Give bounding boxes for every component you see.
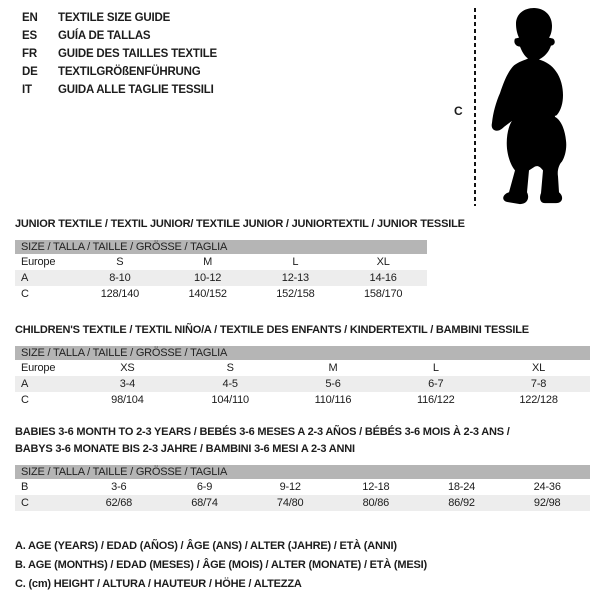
table-cell: 152/158	[276, 288, 315, 300]
table-row	[15, 495, 590, 511]
table-title: BABYS 3-6 MONATE BIS 2-3 JAHRE / BAMBINI 3-6 MESI A 2-3 ANNI	[15, 443, 355, 455]
row-label: C	[21, 497, 29, 509]
size-header-band: SIZE / TALLA / TAILLE / GRÖSSE / TAGLIA	[15, 346, 590, 360]
table-cell: 3-6	[111, 481, 127, 493]
footnotes	[15, 537, 427, 594]
table-cell: 10-12	[194, 272, 222, 284]
table-cell: 98/104	[111, 394, 144, 406]
table-row	[15, 360, 590, 376]
table-cell: 122/128	[519, 394, 558, 406]
table-row	[15, 376, 590, 392]
table-cell: XL	[376, 256, 390, 268]
table-cell: 74/80	[276, 497, 304, 509]
row-label: A	[21, 378, 29, 390]
size-header-band: SIZE / TALLA / TAILLE / GRÖSSE / TAGLIA	[15, 465, 590, 479]
language-code: DE	[22, 66, 38, 78]
row-label: C	[21, 394, 29, 406]
table-cell: 18-24	[447, 481, 476, 493]
footnote: A. AGE (YEARS) / EDAD (AÑOS) / ÂGE (ANS) / ALTER (JAHRE) / ETÀ (ANNI)	[15, 540, 397, 552]
table-cell: 110/116	[314, 394, 352, 406]
language-guide-list	[22, 9, 217, 99]
language-title: GUIDE DES TAILLES TEXTILE	[58, 48, 217, 60]
row-label: A	[21, 272, 29, 284]
size-header-band: SIZE / TALLA / TAILLE / GRÖSSE / TAGLIA	[15, 240, 427, 254]
table-row	[15, 392, 590, 408]
table-cell: 4-5	[222, 378, 238, 390]
table-title: BABIES 3-6 MONTH TO 2-3 YEARS / BEBÉS 3-6 MESES A 2-3 AÑOS / BÉBÉS 3-6 MOIS À 2-3 ANS /	[15, 426, 510, 438]
row-label: C	[21, 288, 29, 300]
table-title: CHILDREN'S TEXTILE / TEXTIL NIÑO/A / TEXTILE DES ENFANTS / KINDERTEXTIL / BAMBINI TESSILE	[15, 324, 529, 336]
language-code: ES	[22, 30, 37, 42]
table-cell: 3-4	[119, 378, 136, 390]
language-code: FR	[22, 48, 37, 60]
row-label: Europe	[21, 362, 56, 374]
table-cell: 14-16	[369, 272, 397, 284]
language-row	[22, 27, 217, 45]
table-title: JUNIOR TEXTILE / TEXTIL JUNIOR/ TEXTILE JUNIOR / JUNIORTEXTIL / JUNIOR TESSILE	[15, 218, 465, 230]
table-cell: 92/98	[533, 497, 561, 509]
table-row	[15, 270, 427, 286]
table-cell: XS	[120, 362, 135, 374]
language-row	[22, 81, 217, 99]
table-cell: 5-6	[325, 378, 341, 390]
table-cell: 9-12	[279, 481, 301, 493]
footnote: B. AGE (MONTHS) / EDAD (MESES) / ÂGE (MOIS) / ALTER (MONATE) / ETÀ (MESI)	[15, 559, 427, 571]
table-row	[15, 286, 427, 302]
language-title: GUIDA ALLE TAGLIE TESSILI	[58, 84, 214, 96]
language-row	[22, 45, 217, 63]
language-row	[22, 9, 217, 27]
footnote: C. (cm) HEIGHT / ALTURA / HAUTEUR / HÖHE / ALTEZZA	[15, 578, 302, 590]
baby-silhouette	[482, 4, 582, 212]
table-cell: S	[226, 362, 234, 374]
table-cell: 104/110	[211, 394, 249, 406]
language-code: EN	[22, 12, 38, 24]
table-cell: XL	[532, 362, 546, 374]
table-cell: 12-18	[362, 481, 390, 493]
table-cell: 12-13	[281, 272, 309, 284]
table-cell: 7-8	[530, 378, 547, 390]
language-title: TEXTILGRÖßENFÜHRUNG	[58, 66, 201, 78]
table-cell: 128/140	[100, 288, 140, 300]
table-cell: 6-9	[196, 481, 213, 493]
language-title: GUÍA DE TALLAS	[58, 30, 151, 42]
table-cell: 62/68	[105, 497, 133, 509]
table-cell: M	[328, 362, 338, 374]
table-cell: 116/122	[417, 394, 455, 406]
language-row	[22, 63, 217, 81]
table-cell: L	[292, 256, 299, 268]
table-cell: 86/92	[448, 497, 475, 509]
table-cell: 158/170	[363, 288, 403, 300]
size-table-junior	[15, 216, 465, 302]
language-code: IT	[22, 84, 32, 96]
table-cell: L	[432, 362, 439, 374]
size-table-children	[15, 322, 590, 408]
table-cell: 68/74	[191, 497, 218, 509]
table-row	[15, 254, 427, 270]
height-c-label: C	[454, 104, 463, 118]
row-label: B	[21, 481, 29, 493]
table-row	[15, 479, 590, 495]
table-cell: M	[203, 256, 213, 268]
table-cell: S	[116, 256, 124, 268]
language-title: TEXTILE SIZE GUIDE	[58, 12, 171, 24]
table-cell: 140/152	[188, 288, 227, 300]
table-cell: 24-36	[533, 481, 561, 493]
table-cell: 8-10	[109, 272, 131, 284]
height-dashed-line	[474, 8, 476, 206]
table-cell: 6-7	[428, 378, 444, 390]
row-label: Europe	[21, 256, 56, 268]
table-cell: 80/86	[362, 497, 390, 509]
size-table-babies	[15, 424, 590, 511]
